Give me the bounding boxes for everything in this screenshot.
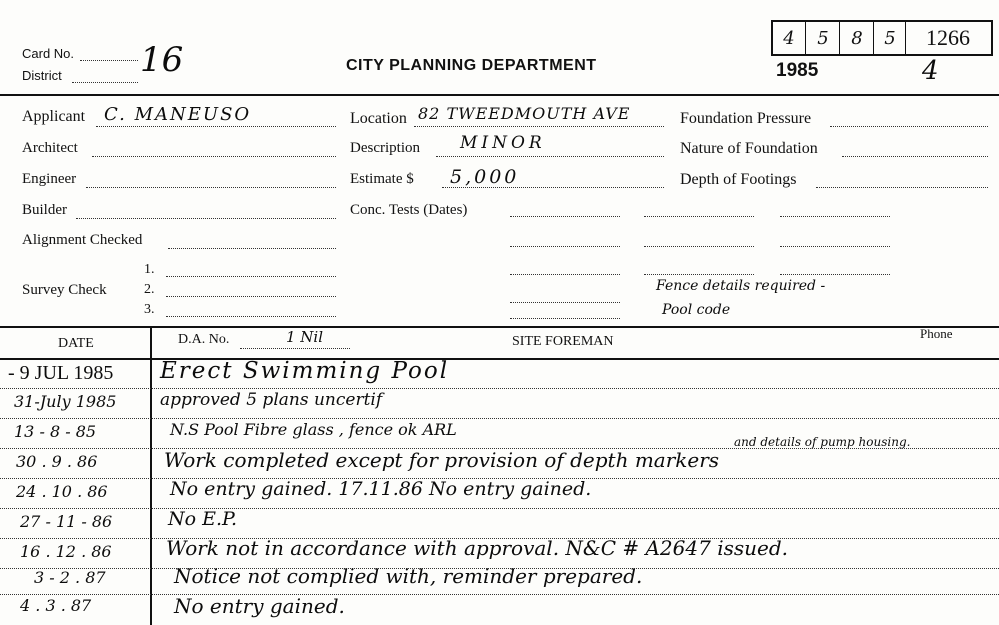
log-date: 31-July 1985 xyxy=(14,392,117,411)
applicant-label: Applicant xyxy=(22,108,86,125)
alignment-line xyxy=(168,248,336,249)
survey-line-1 xyxy=(166,276,336,277)
ref-digit-2: 5 xyxy=(807,22,840,54)
survey-num-2: 2. xyxy=(144,282,155,297)
da-label: D.A. No. xyxy=(178,332,230,347)
phone-label: Phone xyxy=(920,326,953,341)
district-value: 16 xyxy=(140,40,184,80)
ref-digit-4: 5 xyxy=(875,22,906,54)
log-date: 4 . 3 . 87 xyxy=(20,596,92,615)
applicant-value: C. MANEUSO xyxy=(104,104,252,125)
log-date-divider xyxy=(150,326,152,625)
log-date: 16 . 12 . 86 xyxy=(20,542,112,561)
log-date: 13 - 8 - 85 xyxy=(14,422,97,441)
conc-line-4a xyxy=(510,302,620,303)
log-row-line xyxy=(0,594,999,595)
applicant-line xyxy=(96,126,336,127)
depth-footings-line xyxy=(816,187,988,188)
engineer-line xyxy=(86,187,336,188)
location-line xyxy=(414,126,664,127)
survey-num-3: 3. xyxy=(144,302,155,317)
survey-line-2 xyxy=(166,296,336,297)
card-year: 1985 xyxy=(776,60,819,81)
architect-line xyxy=(92,156,336,157)
alignment-label: Alignment Checked xyxy=(22,232,143,248)
location-label: Location xyxy=(350,110,407,127)
survey-num-1: 1. xyxy=(144,262,155,277)
location-value: 82 TWEEDMOUTH AVE xyxy=(418,104,631,123)
conc-line-3c xyxy=(780,274,890,275)
log-insert-note: and details of pump housing. xyxy=(734,435,911,449)
nature-foundation-line xyxy=(842,156,988,157)
log-text: Work completed except for provision of depth markers xyxy=(164,448,720,472)
foundation-pressure-line xyxy=(830,126,988,127)
log-text: No E.P. xyxy=(168,508,237,530)
conc-line-1a xyxy=(510,216,620,217)
district-label: District xyxy=(22,68,62,83)
ref-digit-3: 8 xyxy=(841,22,874,54)
note-line-2: Pool code xyxy=(662,302,731,318)
log-date: 3 - 2 . 87 xyxy=(34,568,106,587)
conc-line-2a xyxy=(510,246,620,247)
log-date: - 9 JUL 1985 xyxy=(8,362,114,384)
log-date: 27 - 11 - 86 xyxy=(20,512,113,531)
description-value: MINOR xyxy=(460,133,546,153)
conc-line-3a xyxy=(510,274,620,275)
card-no-line xyxy=(80,60,138,61)
conc-line-3b xyxy=(644,274,754,275)
builder-label: Builder xyxy=(22,202,67,218)
nature-foundation-label: Nature of Foundation xyxy=(680,140,818,157)
log-text: Work not in accordance with approval. N&C # A2647 issued. xyxy=(166,536,788,560)
log-row-line xyxy=(0,508,999,509)
da-line xyxy=(240,348,350,349)
description-line xyxy=(436,156,664,157)
log-text: approved 5 plans uncertif xyxy=(160,390,383,410)
da-value: 1 Nil xyxy=(286,328,324,346)
architect-label: Architect xyxy=(22,140,78,156)
note-line-1: Fence details required - xyxy=(656,278,826,294)
log-row-line xyxy=(0,418,999,419)
district-line xyxy=(72,82,138,83)
log-header-border xyxy=(0,358,999,360)
estimate-label: Estimate $ xyxy=(350,171,414,187)
year-note: 4 xyxy=(922,56,939,86)
depth-footings-label: Depth of Footings xyxy=(680,171,797,188)
foundation-pressure-label: Foundation Pressure xyxy=(680,110,812,127)
conc-line-1b xyxy=(644,216,754,217)
ref-digit-1: 4 xyxy=(773,22,806,54)
survey-label: Survey Check xyxy=(22,282,107,298)
survey-line-3 xyxy=(166,316,336,317)
site-foreman-label: SITE FOREMAN xyxy=(512,334,614,349)
description-label: Description xyxy=(350,140,420,156)
conc-line-2b xyxy=(644,246,754,247)
department-title: CITY PLANNING DEPARTMENT xyxy=(346,57,597,74)
estimate-value: 5,000 xyxy=(450,166,520,188)
ref-number: 1266 xyxy=(926,25,970,50)
log-row-line xyxy=(0,388,999,389)
builder-line xyxy=(76,218,336,219)
conc-line-2c xyxy=(780,246,890,247)
log-date: 24 . 10 . 86 xyxy=(16,482,108,501)
conc-tests-label: Conc. Tests (Dates) xyxy=(350,202,468,218)
log-text: No entry gained. 17.11.86 No entry gained. xyxy=(170,478,592,500)
conc-line-5a xyxy=(510,318,620,319)
log-text: No entry gained. xyxy=(174,594,345,618)
log-text: Erect Swimming Pool xyxy=(160,358,450,384)
log-text: N.S Pool Fibre glass , fence ok ARL xyxy=(170,420,457,439)
log-text: Notice not complied with, reminder prepared. xyxy=(174,564,643,588)
engineer-label: Engineer xyxy=(22,171,77,187)
log-date: 30 . 9 . 86 xyxy=(16,452,98,471)
date-header: DATE xyxy=(58,336,94,351)
reference-box xyxy=(771,20,993,56)
card-no-label: Card No. xyxy=(22,46,75,61)
header-divider xyxy=(0,94,999,96)
conc-line-1c xyxy=(780,216,890,217)
